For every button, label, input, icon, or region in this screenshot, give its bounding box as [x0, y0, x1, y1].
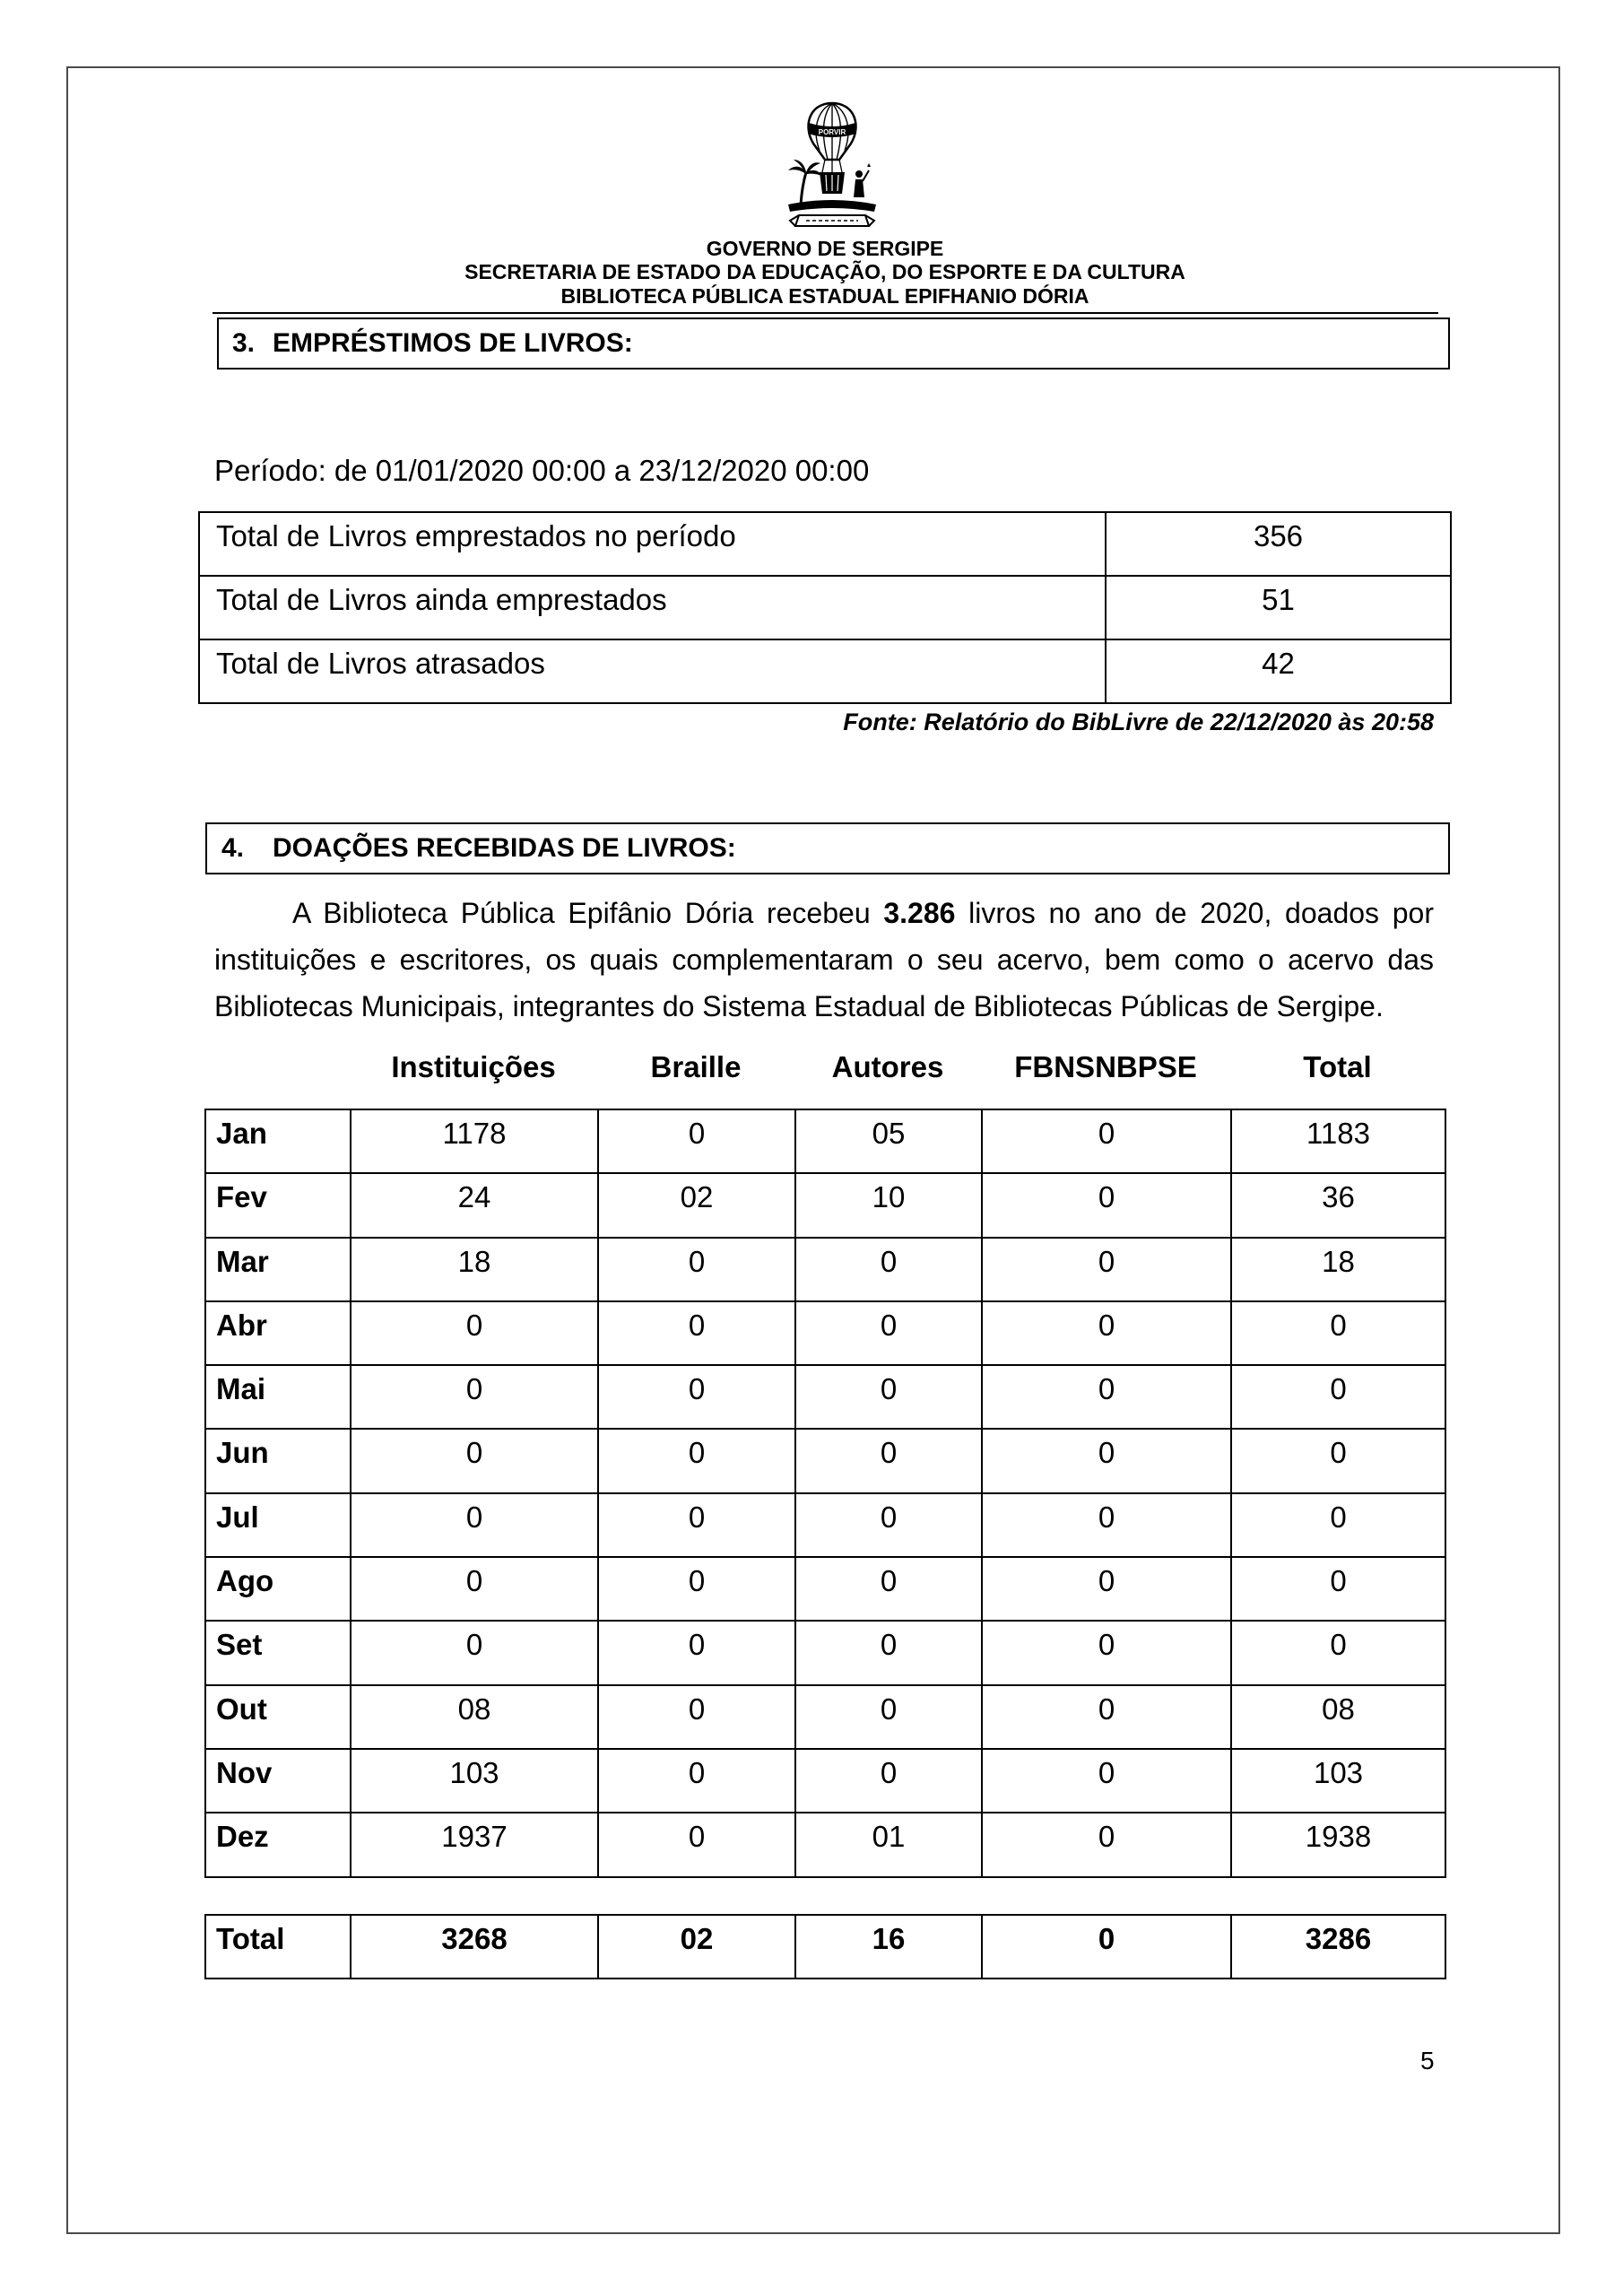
total-cell: 0: [1231, 1301, 1445, 1365]
autores-cell: 0: [795, 1493, 982, 1557]
column-header: Autores: [831, 1050, 944, 1083]
table-row: [199, 639, 1451, 703]
paragraph-line: [214, 890, 1434, 936]
section-4-heading-box: [205, 822, 1450, 874]
month-cell: Jun: [205, 1429, 351, 1492]
instituicoes-cell: 08: [351, 1685, 598, 1749]
autores-cell: 0: [795, 1238, 982, 1301]
instituicoes-cell: 103: [351, 1749, 598, 1813]
fbnsnbpse-cell: 0: [982, 1621, 1231, 1684]
donations-table: [204, 1109, 1446, 1878]
braille-cell: 0: [598, 1365, 795, 1429]
table-row: [205, 1109, 1445, 1173]
autores-cell: 0: [795, 1429, 982, 1492]
loans-label-cell: Total de Livros atrasados: [199, 639, 1106, 703]
instituicoes-cell: 0: [351, 1301, 598, 1365]
braille-cell: 0: [598, 1749, 795, 1813]
autores-cell: 0: [795, 1557, 982, 1621]
header-empty-cell: [204, 1046, 350, 1089]
paragraph-text: livros no ano de 2020, doados por: [955, 897, 1435, 929]
instituicoes-cell: 0: [351, 1557, 598, 1621]
total-cell: 1938: [1231, 1813, 1445, 1876]
braille-cell: 0: [598, 1621, 795, 1684]
instituicoes-cell: 1937: [351, 1813, 598, 1876]
total-cell: 0: [1231, 1557, 1445, 1621]
table-row: [205, 1685, 1445, 1749]
braille-cell: 0: [598, 1685, 795, 1749]
total-label-cell: Total: [205, 1915, 351, 1979]
month-cell: Jul: [205, 1493, 351, 1557]
fbnsnbpse-cell: 0: [982, 1685, 1231, 1749]
autores-cell: 10: [795, 1173, 982, 1237]
loans-label-cell: Total de Livros emprestados no período: [199, 512, 1106, 576]
total-cell: 1183: [1231, 1109, 1445, 1173]
fbnsnbpse-cell: 0: [982, 1109, 1231, 1173]
braille-cell: 0: [598, 1238, 795, 1301]
braille-cell: 0: [598, 1557, 795, 1621]
fbnsnbpse-cell: 0: [982, 1173, 1231, 1237]
section-4-title: DOAÇÕES RECEBIDAS DE LIVROS:: [273, 833, 736, 863]
coat-of-arms-icon: [774, 100, 890, 235]
total-cell: 18: [1231, 1238, 1445, 1301]
total-cell: 0: [1231, 1493, 1445, 1557]
header-government: GOVERNO DE SERGIPE: [706, 237, 944, 260]
table-row: [205, 1238, 1445, 1301]
source-note: Fonte: Relatório do BibLivre de 22/12/2020 às 20:58: [843, 709, 1434, 735]
total-cell: 0: [1231, 1429, 1445, 1492]
section-3-heading-box: [217, 317, 1450, 370]
fbnsnbpse-cell: 0: [982, 1429, 1231, 1492]
braille-cell: 0: [598, 1109, 795, 1173]
instituicoes-cell: 0: [351, 1493, 598, 1557]
braille-total-cell: 02: [598, 1915, 795, 1979]
table-row: [205, 1749, 1445, 1813]
column-header: Braille: [650, 1050, 742, 1083]
autores-cell: 05: [795, 1109, 982, 1173]
autores-total-cell: 16: [795, 1915, 982, 1979]
loans-value-cell: 356: [1106, 512, 1451, 576]
paragraph-bold-total: 3.286: [883, 897, 956, 929]
loans-label-cell: Total de Livros ainda emprestados: [199, 576, 1106, 639]
section-4-number: 4.: [221, 833, 245, 863]
fbnsnbpse-cell: 0: [982, 1493, 1231, 1557]
header-library: BIBLIOTECA PÚBLICA ESTADUAL EPIFHANIO DÓRIA: [560, 284, 1089, 308]
donations-column-headers: [204, 1046, 1445, 1089]
month-cell: Mar: [205, 1238, 351, 1301]
logo-motto: PORVIR: [818, 128, 846, 136]
instituicoes-total-cell: 3268: [351, 1915, 598, 1979]
header-divider: [213, 312, 1438, 314]
total-cell: 0: [1231, 1365, 1445, 1429]
fbnsnbpse-cell: 0: [982, 1365, 1231, 1429]
header-secretariat: SECRETARIA DE ESTADO DA EDUCAÇÃO, DO ESPORTE E DA CULTURA: [464, 260, 1185, 283]
fbnsnbpse-cell: 0: [982, 1749, 1231, 1813]
section-3-number: 3.: [232, 328, 256, 358]
braille-cell: 0: [598, 1429, 795, 1492]
month-cell: Set: [205, 1621, 351, 1684]
table-row: [205, 1621, 1445, 1684]
month-cell: Nov: [205, 1749, 351, 1813]
autores-cell: 0: [795, 1621, 982, 1684]
grand-total-cell: 3286: [1231, 1915, 1445, 1979]
autores-cell: 0: [795, 1685, 982, 1749]
braille-cell: 0: [598, 1493, 795, 1557]
paragraph-text: A Biblioteca Pública Epifânio Dória recebeu: [292, 897, 884, 929]
braille-cell: 0: [598, 1813, 795, 1876]
instituicoes-cell: 0: [351, 1365, 598, 1429]
total-row: [205, 1915, 1445, 1979]
total-cell: 08: [1231, 1685, 1445, 1749]
table-row: [205, 1557, 1445, 1621]
loans-value-cell: 42: [1106, 639, 1451, 703]
autores-cell: 0: [795, 1301, 982, 1365]
fbnsnbpse-cell: 0: [982, 1238, 1231, 1301]
month-cell: Fev: [205, 1173, 351, 1237]
braille-cell: 02: [598, 1173, 795, 1237]
table-row: [205, 1429, 1445, 1492]
instituicoes-cell: 0: [351, 1621, 598, 1684]
braille-cell: 0: [598, 1301, 795, 1365]
paragraph-line: Bibliotecas Municipais, integrantes do Sistema Estadual de Bibliotecas Públicas de Sergipe.: [214, 990, 1384, 1022]
month-cell: Dez: [205, 1813, 351, 1876]
instituicoes-cell: 18: [351, 1238, 598, 1301]
table-row: [205, 1493, 1445, 1557]
total-cell: 0: [1231, 1621, 1445, 1684]
table-row: [205, 1813, 1445, 1876]
page-number: 5: [1420, 2047, 1435, 2074]
donations-total-table: [204, 1914, 1446, 1979]
autores-cell: 0: [795, 1365, 982, 1429]
autores-cell: 0: [795, 1749, 982, 1813]
month-cell: Jan: [205, 1109, 351, 1173]
loans-value-cell: 51: [1106, 576, 1451, 639]
fbnsnbpse-cell: 0: [982, 1813, 1231, 1876]
donations-paragraph: [214, 890, 1434, 1030]
month-cell: Ago: [205, 1557, 351, 1621]
paragraph-line: instituições e escritores, os quais complementaram o seu acervo, bem como o acervo das: [214, 944, 1434, 976]
month-cell: Abr: [205, 1301, 351, 1365]
fbnsnbpse-total-cell: 0: [982, 1915, 1231, 1979]
column-header: FBNSNBPSE: [1014, 1050, 1197, 1083]
fbnsnbpse-cell: 0: [982, 1557, 1231, 1621]
autores-cell: 01: [795, 1813, 982, 1876]
instituicoes-cell: 0: [351, 1429, 598, 1492]
section-3-title: EMPRÉSTIMOS DE LIVROS:: [273, 328, 633, 358]
fbnsnbpse-cell: 0: [982, 1301, 1231, 1365]
instituicoes-cell: 24: [351, 1173, 598, 1237]
total-cell: 103: [1231, 1749, 1445, 1813]
header-row: [204, 1046, 1445, 1089]
table-row: [205, 1365, 1445, 1429]
table-row: [205, 1173, 1445, 1237]
total-cell: 36: [1231, 1173, 1445, 1237]
table-row: [205, 1301, 1445, 1365]
month-cell: Out: [205, 1685, 351, 1749]
table-row: [199, 576, 1451, 639]
loans-table: [198, 511, 1452, 704]
loan-period: Período: de 01/01/2020 00:00 a 23/12/2020 00:00: [214, 454, 870, 487]
column-header: Total: [1303, 1050, 1372, 1083]
table-row: [199, 512, 1451, 576]
month-cell: Mai: [205, 1365, 351, 1429]
instituicoes-cell: 1178: [351, 1109, 598, 1173]
column-header: Instituições: [391, 1050, 556, 1083]
